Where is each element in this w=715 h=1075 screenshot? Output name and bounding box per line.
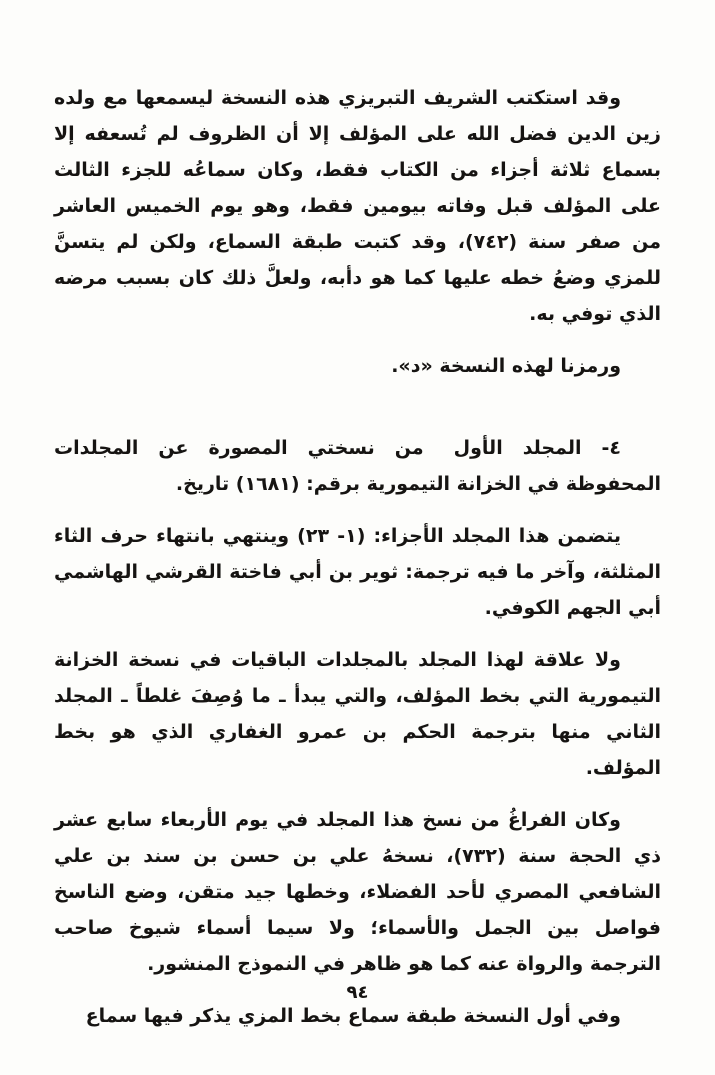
paragraph-section-heading bbox=[54, 430, 661, 502]
paragraph-relation-note: ولا علاقة لهذا المجلد بالمجلدات الباقيات في نسخة الخزانة التيمورية التي بخط المؤلف، والتي يبدأ ـ ما وُصِفَ غلطاً ـ المجلد الثاني منها بترجمة الحكم بن عمرو الغفاري الذي هو بخط المؤلف. bbox=[54, 649, 661, 779]
paragraph-sama-note: وفي أول النسخة طبقة سماع بخط المزي يذكر فيها سماع bbox=[85, 1005, 621, 1027]
section-number-title: ٤- المجلد الأول bbox=[453, 437, 621, 459]
section-heading-text: من نسختي المصورة عن المجلدات المحفوظة في الخزانة التيمورية برقم: (١٦٨١) تاريخ. bbox=[54, 437, 661, 495]
paragraph-symbol-note: ورمزنا لهذه النسخة «د». bbox=[391, 355, 621, 377]
page-number: ٩٤ bbox=[346, 982, 369, 1003]
page-text-block bbox=[54, 80, 661, 1050]
paragraph-copying-details: وكان الفراغُ من نسخ هذا المجلد في يوم الأربعاء سابع عشر ذي الحجة سنة (٧٣٢)، نسخهُ علي بن حسن بن سند بن علي الشافعي المصري لأحد الفضلاء، وخطها جيد متقن، وضع الناسخ فواصل بين الجمل والأسماء؛ ولا سيما أسماء شيوخ صاحب الترجمة والرواة عنه كما هو ظاهر في النموذج المنشور. bbox=[54, 809, 661, 975]
paragraph-volume-contents: يتضمن هذا المجلد الأجزاء: (١- ٢٣) وينتهي بانتهاء حرف الثاء المثلثة، وآخر ما فيه ترجمة: ثوير بن أبي فاختة القرشي الهاشمي أبي الجهم الكوفي. bbox=[54, 525, 661, 619]
paragraph-colophon-note: وقد استكتب الشريف التبريزي هذه النسخة ليسمعها مع ولده زين الدين فضل الله على المؤلف إلا أن الظروف لم تُسعفه إلا بسماع ثلاثة أجزاء من الكتاب فقط، وكان سماعُه للجزء الثالث على المؤلف قبل وفاته بيومين فقط، وهو يوم الخميس العاشر من صفر سنة (٧٤٢)، وقد كتبت طبقة السماع، ولكن لم يتسنَّ للمزي وضعُ خطه عليها كما هو دأبه، ولعلَّ ذلك كان بسبب مرضه الذي توفي به. bbox=[54, 87, 661, 325]
